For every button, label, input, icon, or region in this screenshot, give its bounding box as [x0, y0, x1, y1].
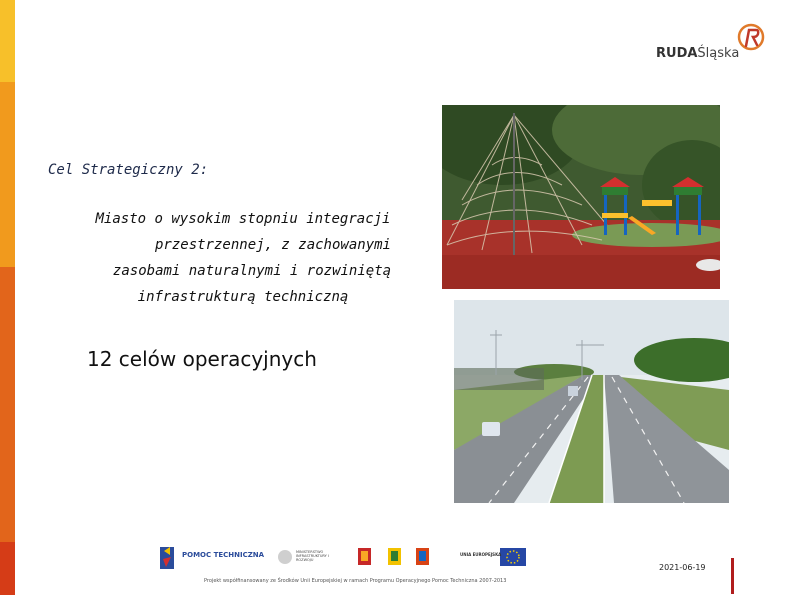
ruda-slaska-logo-mark-icon	[736, 22, 766, 52]
left-color-bar	[0, 0, 15, 595]
ruda-slaska-logo	[656, 22, 766, 66]
funding-logos	[160, 545, 530, 575]
bar-segment-orange	[0, 82, 15, 267]
highway-photo	[454, 300, 729, 503]
footer-accent-rule	[731, 558, 734, 594]
goal-line: zasobami naturalnymi i rozwiniętą	[112, 263, 392, 279]
pomoc-techniczna-label: POMOC TECHNICZNA	[182, 551, 265, 559]
eu-flag-icon	[500, 548, 526, 566]
logo-text	[656, 46, 739, 61]
logo-brand-rest: Śląska	[697, 46, 740, 61]
playground-photo	[442, 105, 720, 289]
bar-segment-yellow	[0, 0, 15, 82]
operational-goals-count: 12 celów operacyjnych	[87, 347, 317, 371]
bar-segment-dark-orange	[0, 267, 15, 542]
slide-date: 2021-06-19	[659, 563, 706, 572]
logo-brand-bold: RUDA	[656, 46, 698, 61]
highway-illustration	[454, 300, 729, 503]
strategic-goal-heading: Cel Strategiczny 2:	[48, 162, 209, 178]
bar-segment-red	[0, 542, 15, 595]
playground-illustration	[442, 105, 720, 289]
ministry-label: MINISTERSTWO INFRASTRUKTURY I ROZWOJU	[296, 550, 329, 562]
eu-label: UNIA EUROPEJSKA	[460, 552, 502, 557]
goal-line: infrastrukturą techniczną	[137, 289, 349, 305]
strategic-goal-description	[78, 206, 408, 310]
funding-caption: Projekt współfinansowany ze Środków Unii Europejskiej w ramach Programu Operacyjnego Pomoc Techniczna 2007-2013	[204, 578, 507, 584]
eagle-emblem-icon	[278, 550, 292, 564]
goal-line: przestrzennej, z zachowanymi	[154, 237, 391, 253]
pomoc-techniczna-logo-icon	[160, 547, 174, 569]
goal-line: Miasto o wysokim stopniu integracji	[95, 211, 391, 227]
funding-logos-strip	[160, 545, 530, 589]
coat-of-arms-icons	[358, 548, 429, 565]
